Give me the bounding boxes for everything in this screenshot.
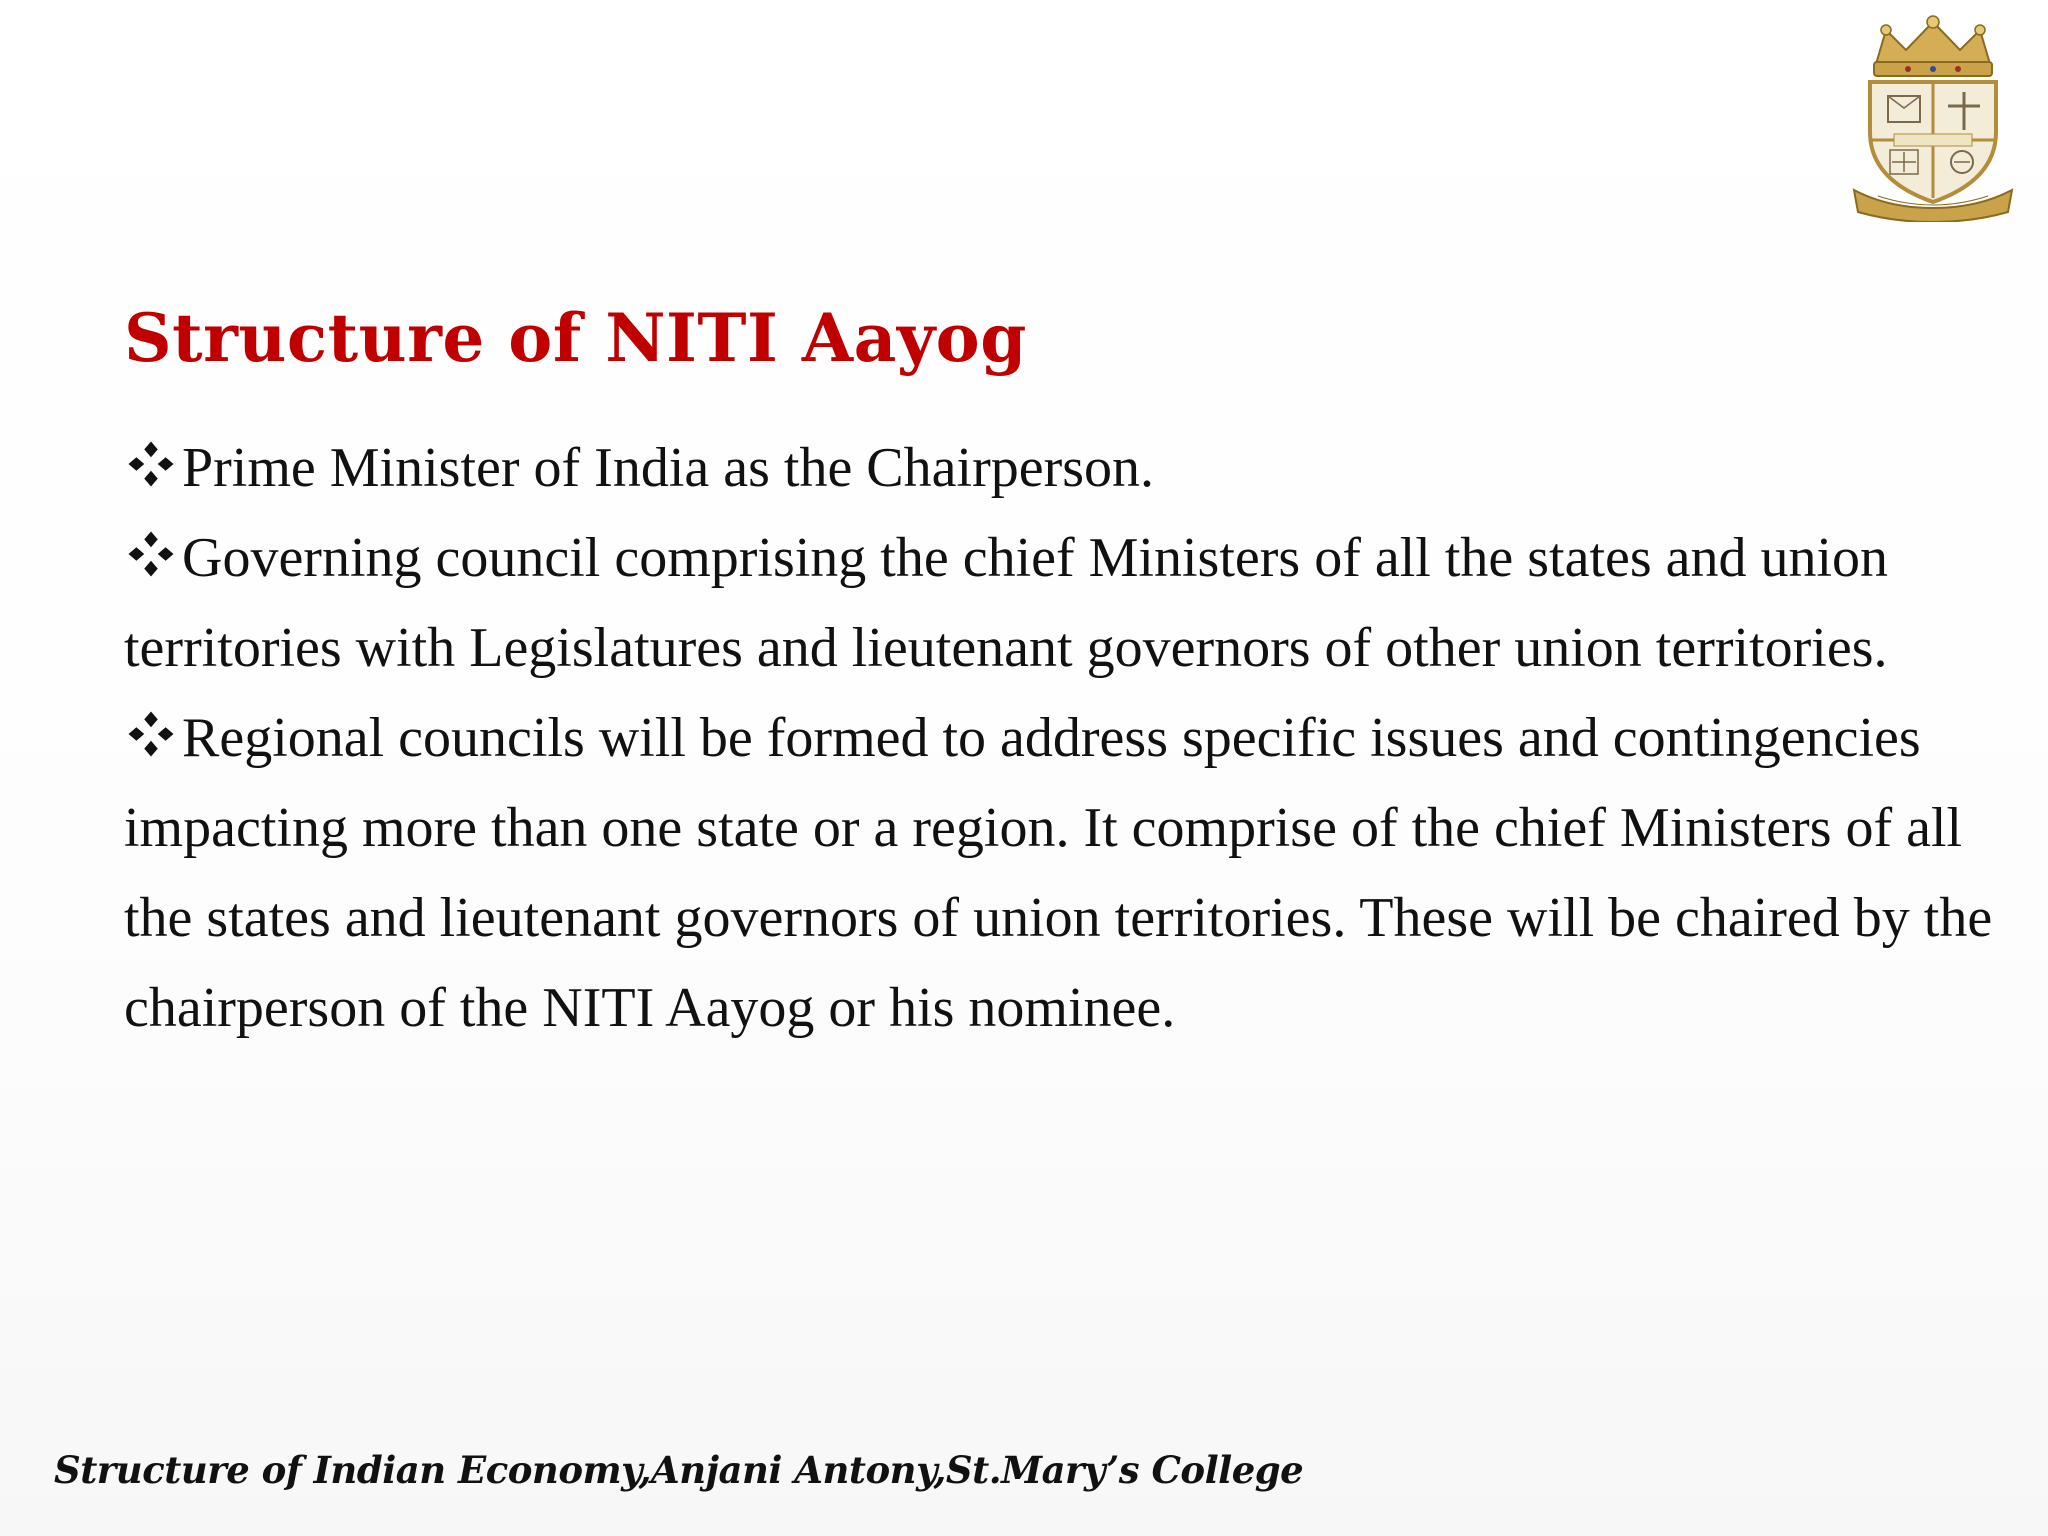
college-crest-logo	[1848, 12, 2018, 222]
bullet-text: Regional councils will be formed to address specific issues and contingencies impacting more than one state or a region. It comprise of the chief Ministers of all the states and lieutenant governors of union territories. These will be chaired by the chairperson of the NITI Aayog or his nominee.	[124, 707, 1993, 1039]
slide-footer: Structure of Indian Economy,Anjani Antony,St.Mary’s College	[54, 1448, 1304, 1492]
bullet-text: Governing council comprising the chief Ministers of all the states and union territories with Legislatures and lieutenant governors of other union territories.	[124, 527, 1889, 679]
four-diamond-bullet-icon	[124, 707, 178, 761]
shield-icon	[1870, 82, 1996, 202]
slide-title: Structure of NITI Aayog	[124, 299, 1027, 377]
bullet-list	[124, 423, 2004, 1053]
bullet-item	[124, 423, 2004, 513]
four-diamond-bullet-icon	[124, 527, 178, 581]
bullet-text: Prime Minister of India as the Chairperson.	[182, 437, 1155, 499]
four-diamond-bullet-icon	[124, 437, 178, 491]
bullet-item	[124, 513, 2004, 693]
bullet-item	[124, 693, 2004, 1053]
crown-icon	[1874, 16, 1992, 76]
